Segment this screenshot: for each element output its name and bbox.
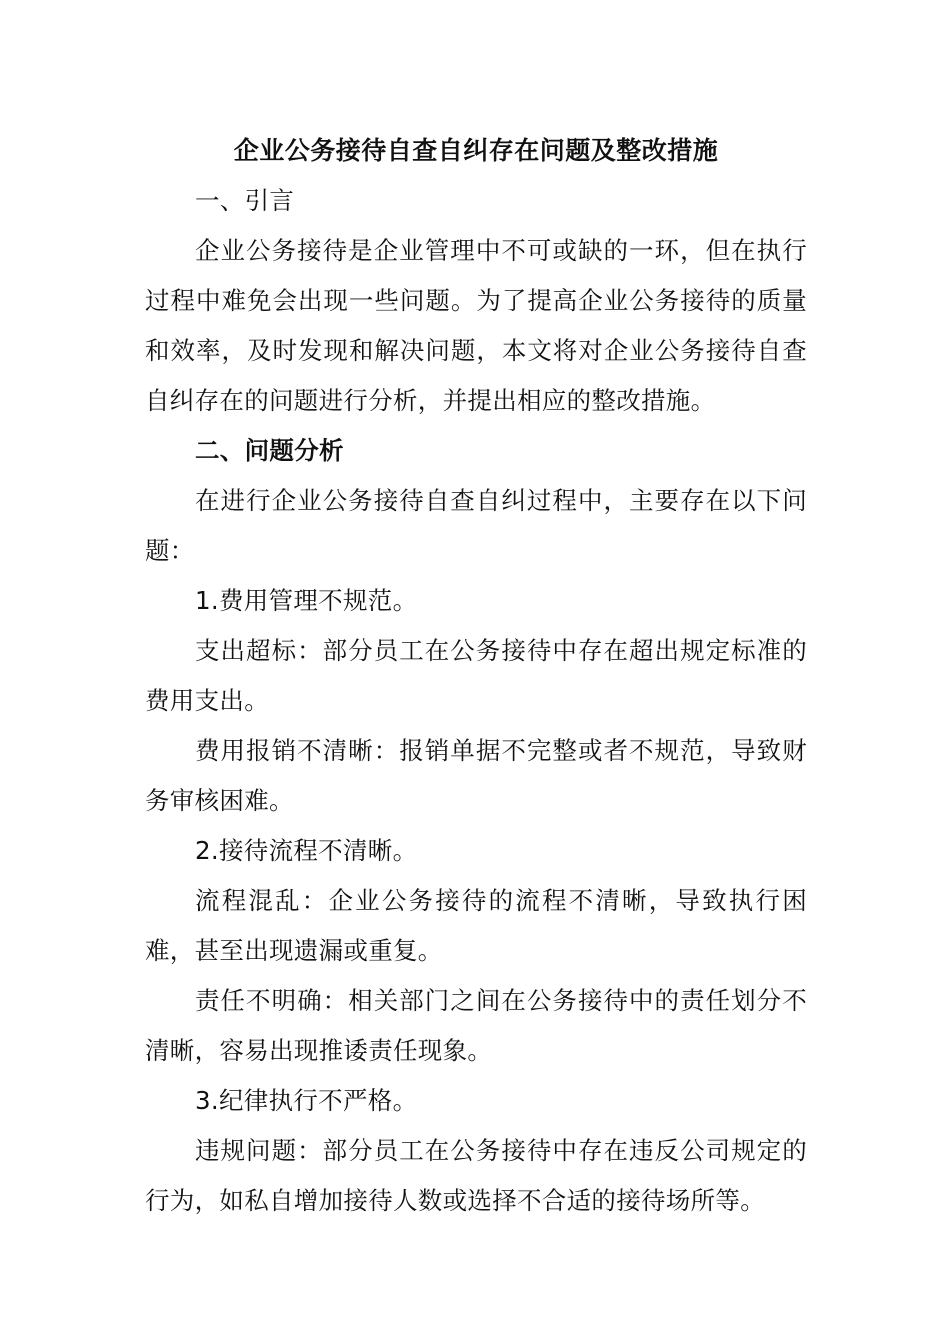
paragraph-introduction: 企业公务接待是企业管理中不可或缺的一环，但在执行过程中难免会出现一些问题。为了提高企业公务接待的质量和效率，及时发现和解决问题，本文将对企业公务接待自查自纠存在的问题进行分析，并提出相应的整改措施。 [145,236,807,415]
paragraph-overspending: 支出超标：部分员工在公务接待中存在超出规定标准的费用支出。 [145,636,807,715]
list-item-discipline: 3.纪律执行不严格。 [195,1086,418,1115]
paragraph-violations: 违规问题：部分员工在公务接待中存在违反公司规定的行为，如私自增加接待人数或选择不合适的接待场所等。 [145,1136,807,1215]
list-item-reception-process: 2.接待流程不清晰。 [195,836,418,865]
list-item-cost-management: 1.费用管理不规范。 [195,586,418,615]
section-heading-problem-analysis: 二、问题分析 [195,436,344,465]
paragraph-reimbursement: 费用报销不清晰：报销单据不完整或者不规范，导致财务审核困难。 [145,736,807,815]
paragraph-problem-overview: 在进行企业公务接待自查自纠过程中，主要存在以下问题： [145,486,807,565]
document-body [145,128,807,1226]
document-title: 企业公务接待自查自纠存在问题及整改措施 [233,136,719,165]
section-heading-introduction: 一、引言 [195,186,295,215]
paragraph-unclear-responsibility: 责任不明确：相关部门之间在公务接待中的责任划分不清晰，容易出现推诿责任现象。 [145,986,807,1065]
paragraph-process-confusion: 流程混乱：企业公务接待的流程不清晰，导致执行困难，甚至出现遗漏或重复。 [145,886,807,965]
